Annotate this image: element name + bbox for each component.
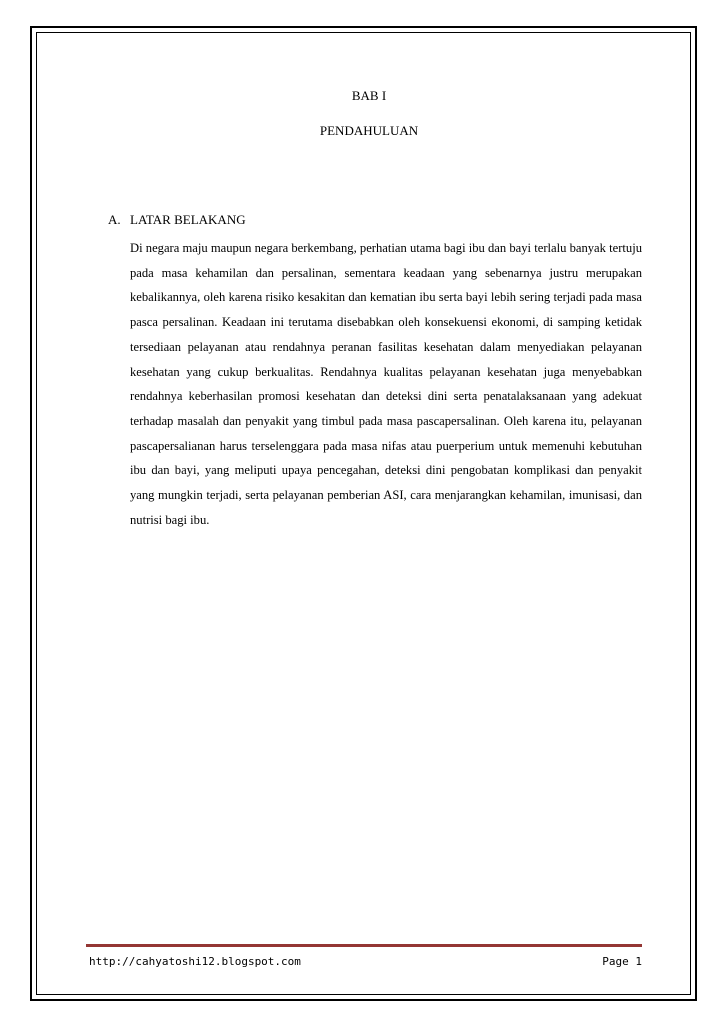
chapter-title: PENDAHULUAN xyxy=(319,123,419,138)
section-title: LATAR BELAKANG xyxy=(130,212,246,227)
body-paragraph: Di negara maju maupun negara berkembang, perhatian utama bagi ibu dan bayi terlalu banyak tertuju pada masa kehamilan dan persalinan, sementara keadaan yang sebenarnya justru merupakan kebalikannya, oleh karena risiko kesakitan dan kematian ibu serta bayi lebih sering terjadi pada masa pasca persalinan. Keadaan ini terutama disebabkan oleh konsekuensi ekonomi, di samping ketidak tersediaan pelayanan atau rendahnya peranan fasilitas kesehatan dalam menyediakan pelayanan kesehatan yang cukup berkualitas. Rendahnya kualitas pelayanan kesehatan juga menyebabkan rendahnya keberhasilan promosi kesehatan dan deteksi dini serta penatalaksanaan yang adekuat terhadap masalah dan penyakit yang timbul pada masa pascapersalinan. Oleh karena itu, pelayanan pascapersalianan harus terselenggara pada masa nifas atau puerperium untuk memenuhi kebutuhan ibu dan bayi, yang meliputi upaya pencegahan, deteksi dini pengobatan komplikasi dan penyakit yang mungkin terjadi, serta pelayanan pemberian ASI, cara menjarangkan kehamilan, imunisasi, dan nutrisi bagi ibu. xyxy=(130,241,642,527)
section-body xyxy=(130,236,642,532)
section-number: A. xyxy=(108,212,121,227)
footer-url: http://cahyatoshi12.blogspot.com xyxy=(89,955,301,968)
chapter-label: BAB I xyxy=(351,88,387,103)
footer-page-number: Page 1 xyxy=(602,955,642,968)
footer-rule xyxy=(86,944,642,947)
